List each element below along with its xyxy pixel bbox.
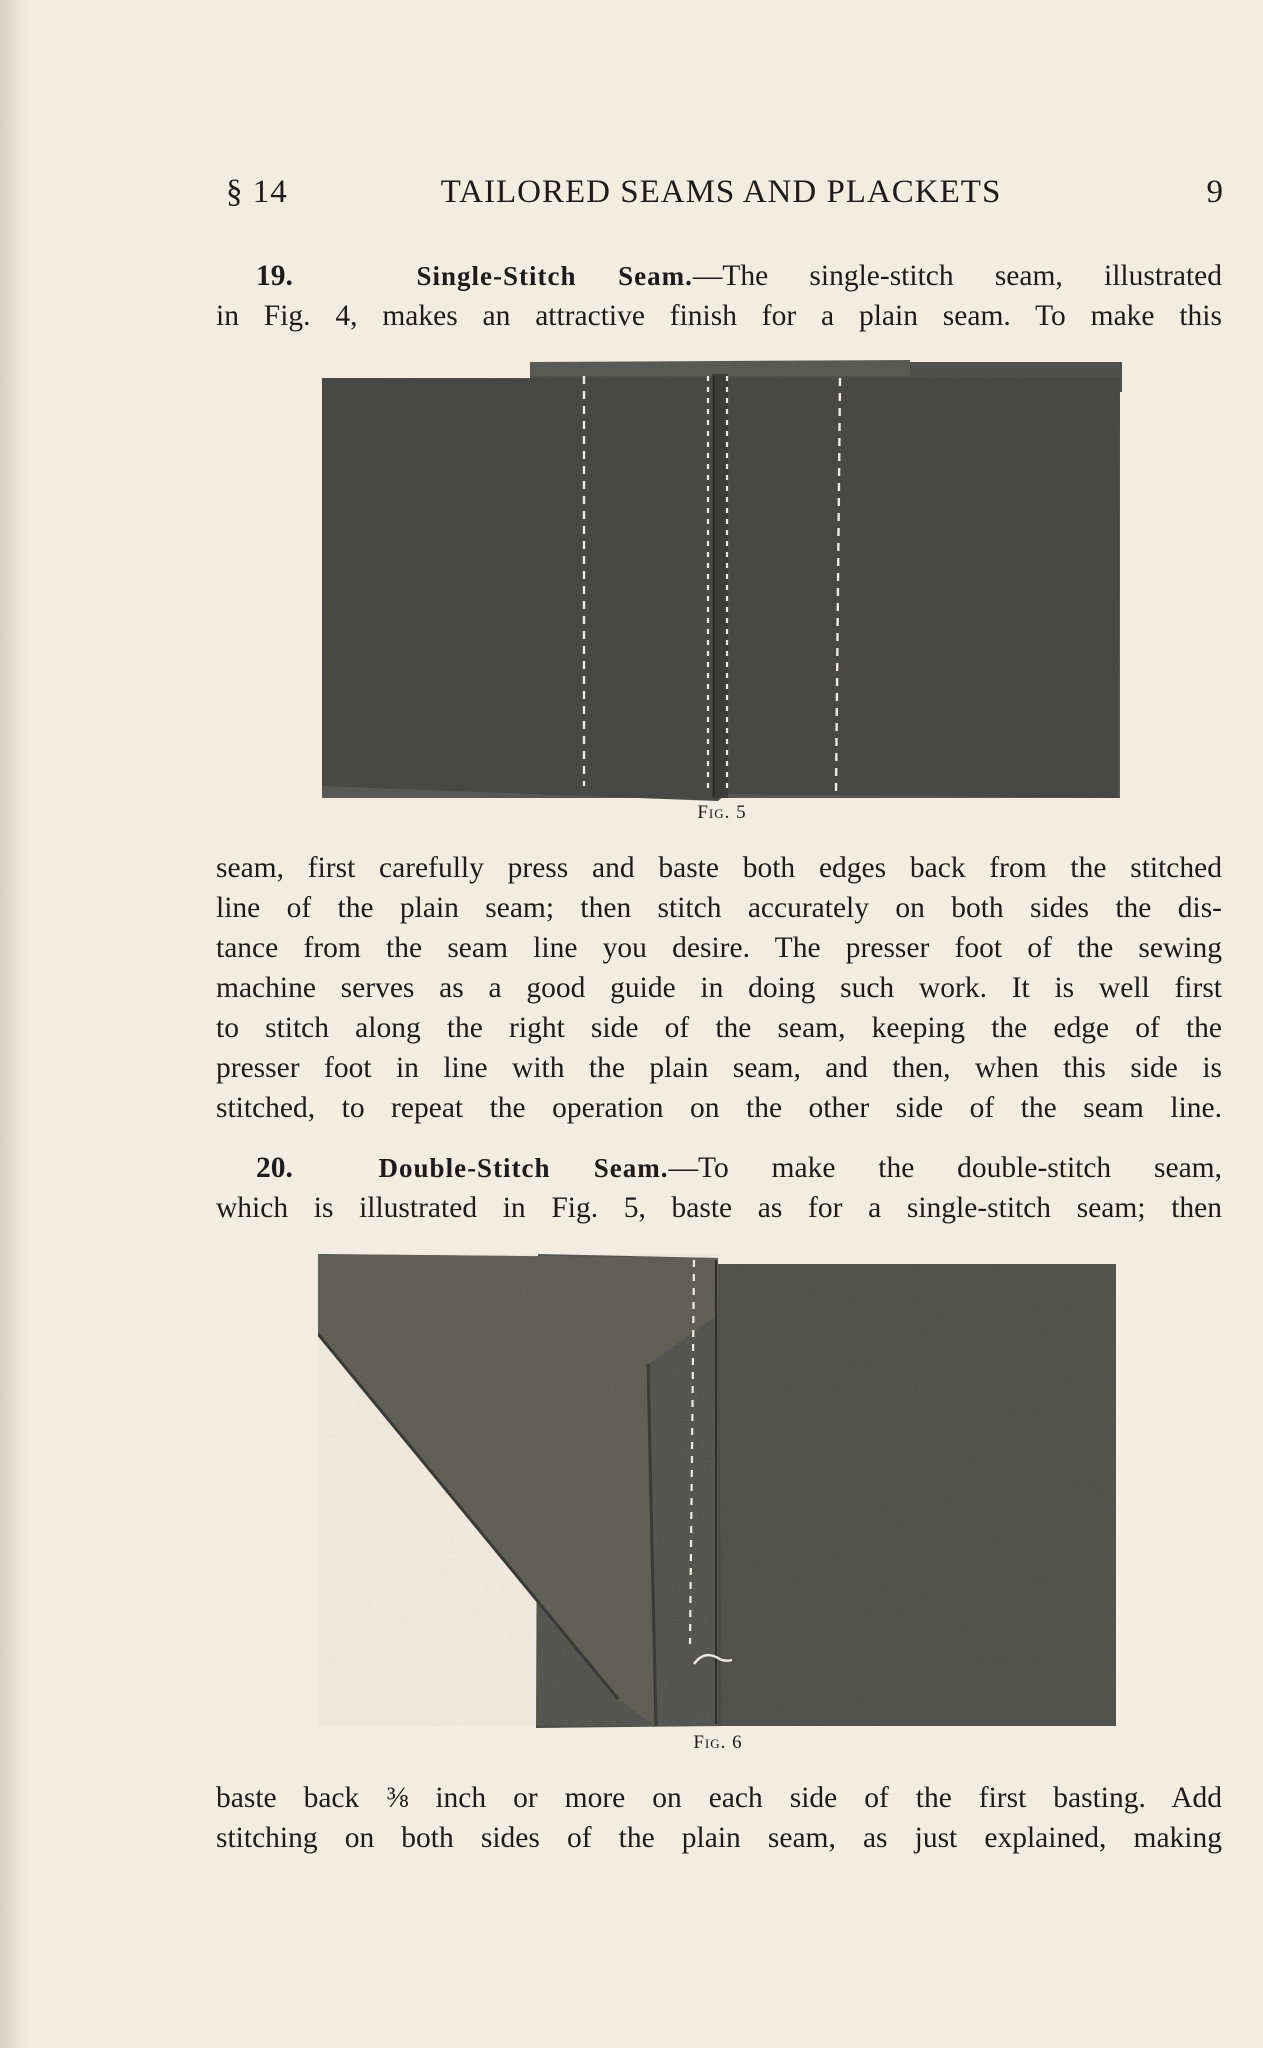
text-line: baste back ⅜ inch or more on each side of the first basting. Add — [216, 1782, 1222, 1814]
text-line: which is illustrated in Fig. 5, baste as for a single-stitch seam; then — [216, 1192, 1222, 1224]
text-line: in Fig. 4, makes an attractive finish for a plain seam. To make this — [216, 300, 1222, 332]
paragraph-20 — [216, 1148, 1222, 1228]
page-number: 9 — [1206, 174, 1224, 210]
section-number: § 14 — [226, 174, 288, 210]
text-line: to stitch along the right side of the seam, keeping the edge of the — [216, 1012, 1222, 1044]
paragraph-number: 19. — [256, 260, 293, 292]
text-line — [216, 256, 1222, 296]
text-line: stitching on both sides of the plain seam, as just explained, making — [216, 1822, 1222, 1854]
text-fragment: —The single-stitch seam, illustrated — [692, 260, 1222, 292]
page-binding-edge — [0, 0, 30, 2048]
text-line: seam, first carefully press and baste both edges back from the stitched — [216, 852, 1222, 884]
text-line: line of the plain seam; then stitch accurately on both sides the dis- — [216, 892, 1222, 924]
paragraph-number: 20. — [256, 1152, 293, 1184]
figure-5-caption: Fig. 5 — [697, 802, 747, 823]
running-title: TAILORED SEAMS AND PLACKETS — [440, 174, 1002, 210]
figure-5-single-stitch-seam-photo — [322, 356, 1122, 801]
text-line: stitched, to repeat the operation on the other side of the seam line. — [216, 1092, 1222, 1124]
figure-6-double-stitch-seam-photo — [318, 1254, 1118, 1730]
text-line: presser foot in line with the plain seam, and then, when this side is — [216, 1052, 1222, 1084]
text-line — [216, 1148, 1222, 1188]
paragraph-heading: Double-Stitch Seam. — [378, 1153, 669, 1183]
running-header — [218, 174, 1224, 218]
text-line: machine serves as a good guide in doing such work. It is well first — [216, 972, 1222, 1004]
paragraph-20-continued — [216, 1778, 1222, 1858]
text-line: tance from the seam line you desire. The presser foot of the sewing — [216, 932, 1222, 964]
paragraph-heading: Single-Stitch Seam. — [416, 261, 693, 291]
figure-6-caption: Fig. 6 — [693, 1732, 743, 1753]
paragraph-19 — [216, 256, 1222, 336]
paragraph-19-continued — [216, 848, 1222, 1128]
text-fragment: —To make the double-stitch seam, — [668, 1152, 1223, 1184]
